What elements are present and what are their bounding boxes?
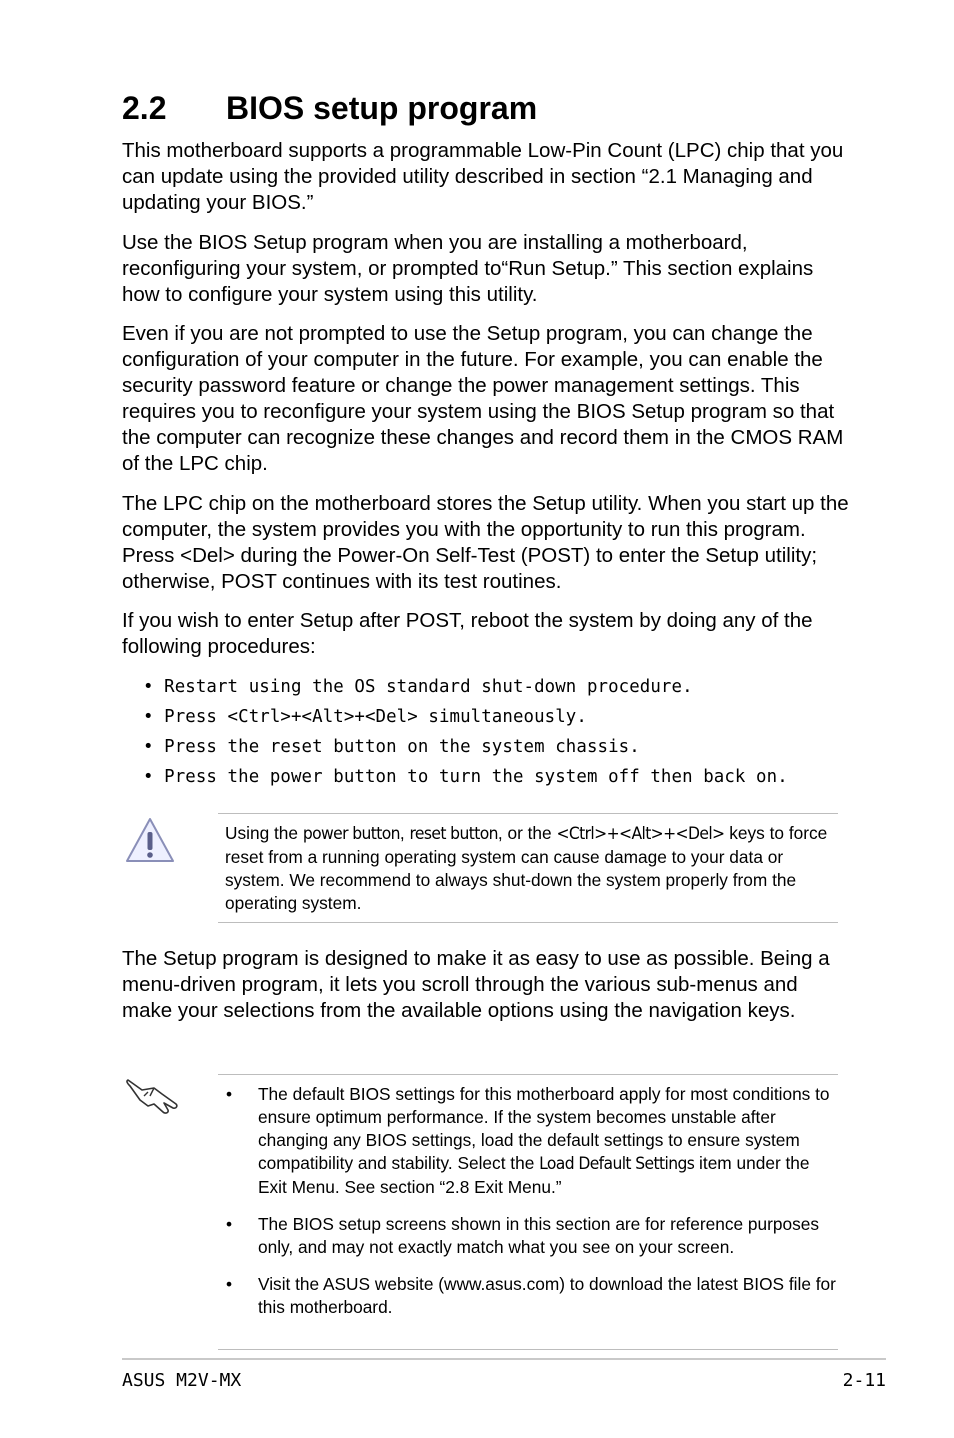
reset-button-term: reset button — [409, 824, 498, 844]
warning-text-segment: , — [399, 823, 410, 843]
section-number: 2.2 — [122, 90, 167, 126]
load-default-settings-term: Load Default Settings — [539, 1154, 695, 1174]
lpc-chip-paragraph: The LPC chip on the motherboard stores the Setup utility. When you start up the computer, the system provides you with the opportunity to run this program. Press <Del> during the Power-On Self-Test (POST) to enter the Setup utility; otherwise, POST continues with its test routines. — [122, 492, 849, 593]
reboot-procedures-list — [143, 672, 788, 792]
note-text-segment: item under the Exit Menu. See section “2.8 Exit Menu.” — [258, 1153, 810, 1197]
warning-triangle-icon — [124, 816, 176, 864]
note-text: The BIOS setup screens shown in this section are for reference purposes only, and may not exactly match what you see on your screen. — [258, 1214, 819, 1257]
reboot-paragraph: If you wish to enter Setup after POST, reboot the system by doing any of the following procedures: — [122, 609, 813, 658]
note-text: Visit the ASUS website (www.asus.com) to download the latest BIOS file for this motherboard. — [258, 1274, 836, 1317]
warning-text-segment: Using the — [225, 823, 303, 843]
warning-text-segment: , or the — [497, 823, 557, 843]
list-item: • Restart using the OS standard shut-down procedure. — [143, 677, 693, 697]
notes-list — [218, 1083, 838, 1319]
warning-text-segment: keys to force reset from a running operating system can cause damage to your data or system. We recommend to always shut-down the system properly from the operating system. — [225, 823, 828, 913]
footer-page-number: 2-11 — [842, 1370, 886, 1391]
configuration-paragraph: Even if you are not prompted to use the Setup program, you can change the configuration of your computer in the future. For example, you can enable the security password feature or change the power management settings. This requires you to reconfigure your system using the BIOS Setup program so that the computer can recognize these changes and record them in the CMOS RAM of the LPC chip. — [122, 322, 844, 475]
list-item — [218, 1083, 838, 1199]
list-item: • Press <Ctrl>+<Alt>+<Del> simultaneously. — [143, 707, 587, 727]
usage-paragraph: Use the BIOS Setup program when you are installing a motherboard, reconfiguring your system, or prompted to“Run Setup.” This section explains how to configure your system using this utility. — [122, 231, 814, 306]
ctrl-alt-del-term: <Ctrl>+<Alt>+<Del> — [556, 824, 725, 844]
footer-product-name: ASUS M2V-MX — [122, 1370, 242, 1391]
notes-box — [218, 1074, 838, 1350]
bullet: • — [226, 1214, 233, 1234]
intro-paragraph: This motherboard supports a programmable Low-Pin Count (LPC) chip that you can update using the provided utility described in section “2.1 Managing and updating your BIOS.” — [122, 139, 844, 214]
note-text-segment: The default BIOS settings for this motherboard apply for most conditions to ensure optimum performance. If the system becomes unstable after changing any BIOS settings, load the default settings to ensure system compatibility and stability. Select the — [258, 1084, 830, 1173]
warning-box — [218, 813, 838, 923]
bullet: • — [226, 1274, 233, 1294]
setup-program-paragraph: The Setup program is designed to make it as easy to use as possible. Being a menu-driven program, it lets you scroll through the various sub-menus and make your selections from the available options using the navigation keys. — [122, 947, 830, 1022]
list-item: • Press the reset button on the system chassis. — [143, 737, 640, 757]
footer-divider — [122, 1358, 886, 1360]
section-heading — [122, 88, 537, 128]
list-item — [218, 1213, 838, 1259]
section-title: BIOS setup program — [226, 90, 538, 126]
list-item: • Press the power button to turn the system off then back on. — [143, 767, 788, 787]
warning-text — [225, 822, 830, 915]
bullet: • — [226, 1084, 233, 1104]
pointing-hand-icon — [124, 1074, 180, 1116]
list-item — [218, 1273, 838, 1319]
power-button-term: power button — [302, 824, 400, 844]
